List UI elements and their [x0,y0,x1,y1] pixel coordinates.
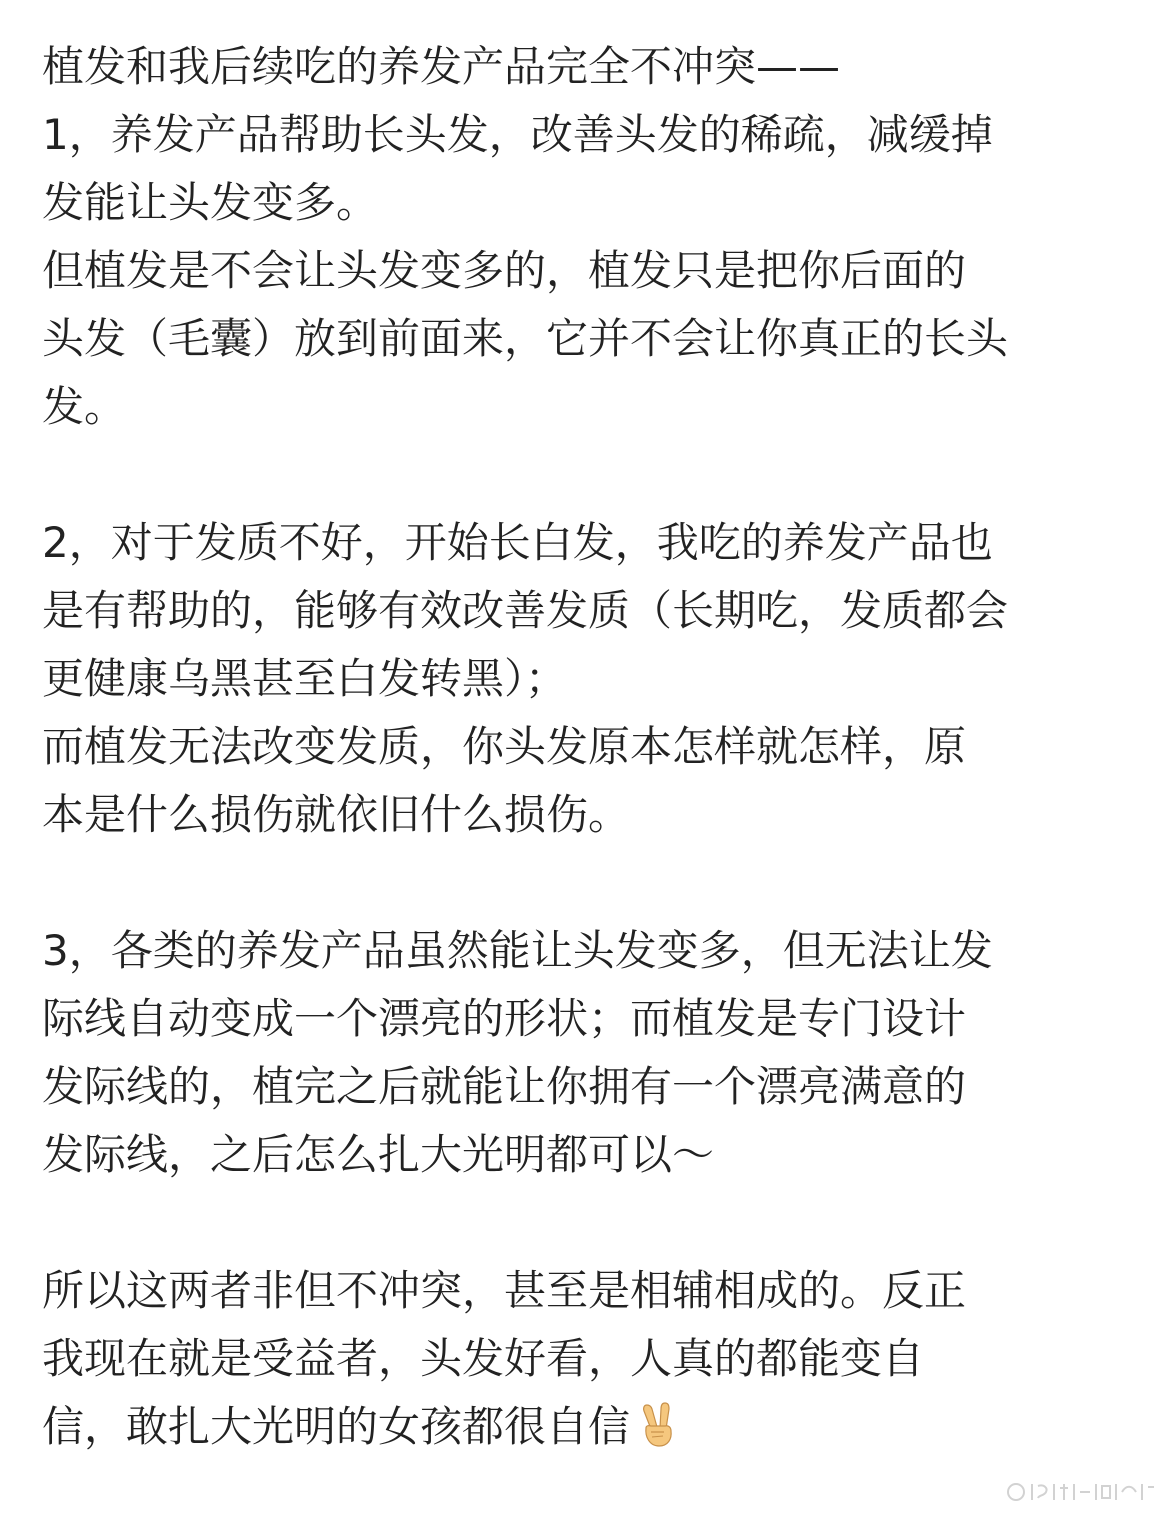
text-line: 2，对于发质不好，开始长白发，我吃的养发产品也 [42,518,993,567]
text-line: 而植发无法改变发质，你头发原本怎样就怎样，原 [42,722,967,771]
text-line: 植发和我后续吃的养发产品完全不冲突—— [42,42,841,91]
text-line: 际线自动变成一个漂亮的形状；而植发是专门设计 [42,994,967,1043]
paragraph-spacer [42,441,1132,509]
paragraph-spacer [42,1189,1132,1257]
text-line: 更健康乌黑甚至白发转黑）； [42,654,568,703]
text-line: 但植发是不会让头发变多的，植发只是把你后面的 [42,246,967,295]
text-line: 发际线的，植完之后就能让你拥有一个漂亮满意的 [42,1062,967,1111]
text-line: 发能让头发变多。 [42,178,379,227]
text-line: 发。 [42,382,127,431]
text-line-last [42,1393,1132,1461]
post-body [42,33,1132,1461]
paragraph-spacer [42,849,1132,917]
text-line: 1，养发产品帮助长头发，改善头发的稀疏，减缓掉 [42,110,993,159]
text-line: 发际线，之后怎么扎大光明都可以～ [42,1130,715,1179]
text-line: 3，各类的养发产品虽然能让头发变多，但无法让发 [42,926,993,975]
text-line: 所以这两者非但不冲突，甚至是相辅相成的。反正 [42,1266,967,1315]
brand-watermark-icon [1006,1479,1156,1505]
text-line: 是有帮助的，能够有效改善发质（长期吃，发质都会 [42,586,1009,635]
text-line: 头发（毛囊）放到前面来，它并不会让你真正的长头 [42,314,1009,363]
victory-hand-emoji-icon [638,1401,678,1469]
text-line-last-text: 信，敢扎大光明的女孩都很自信 [42,1402,631,1451]
text-line: 本是什么损伤就依旧什么损伤。 [42,790,631,839]
text-line: 我现在就是受益者，头发好看，人真的都能变自 [42,1334,925,1383]
